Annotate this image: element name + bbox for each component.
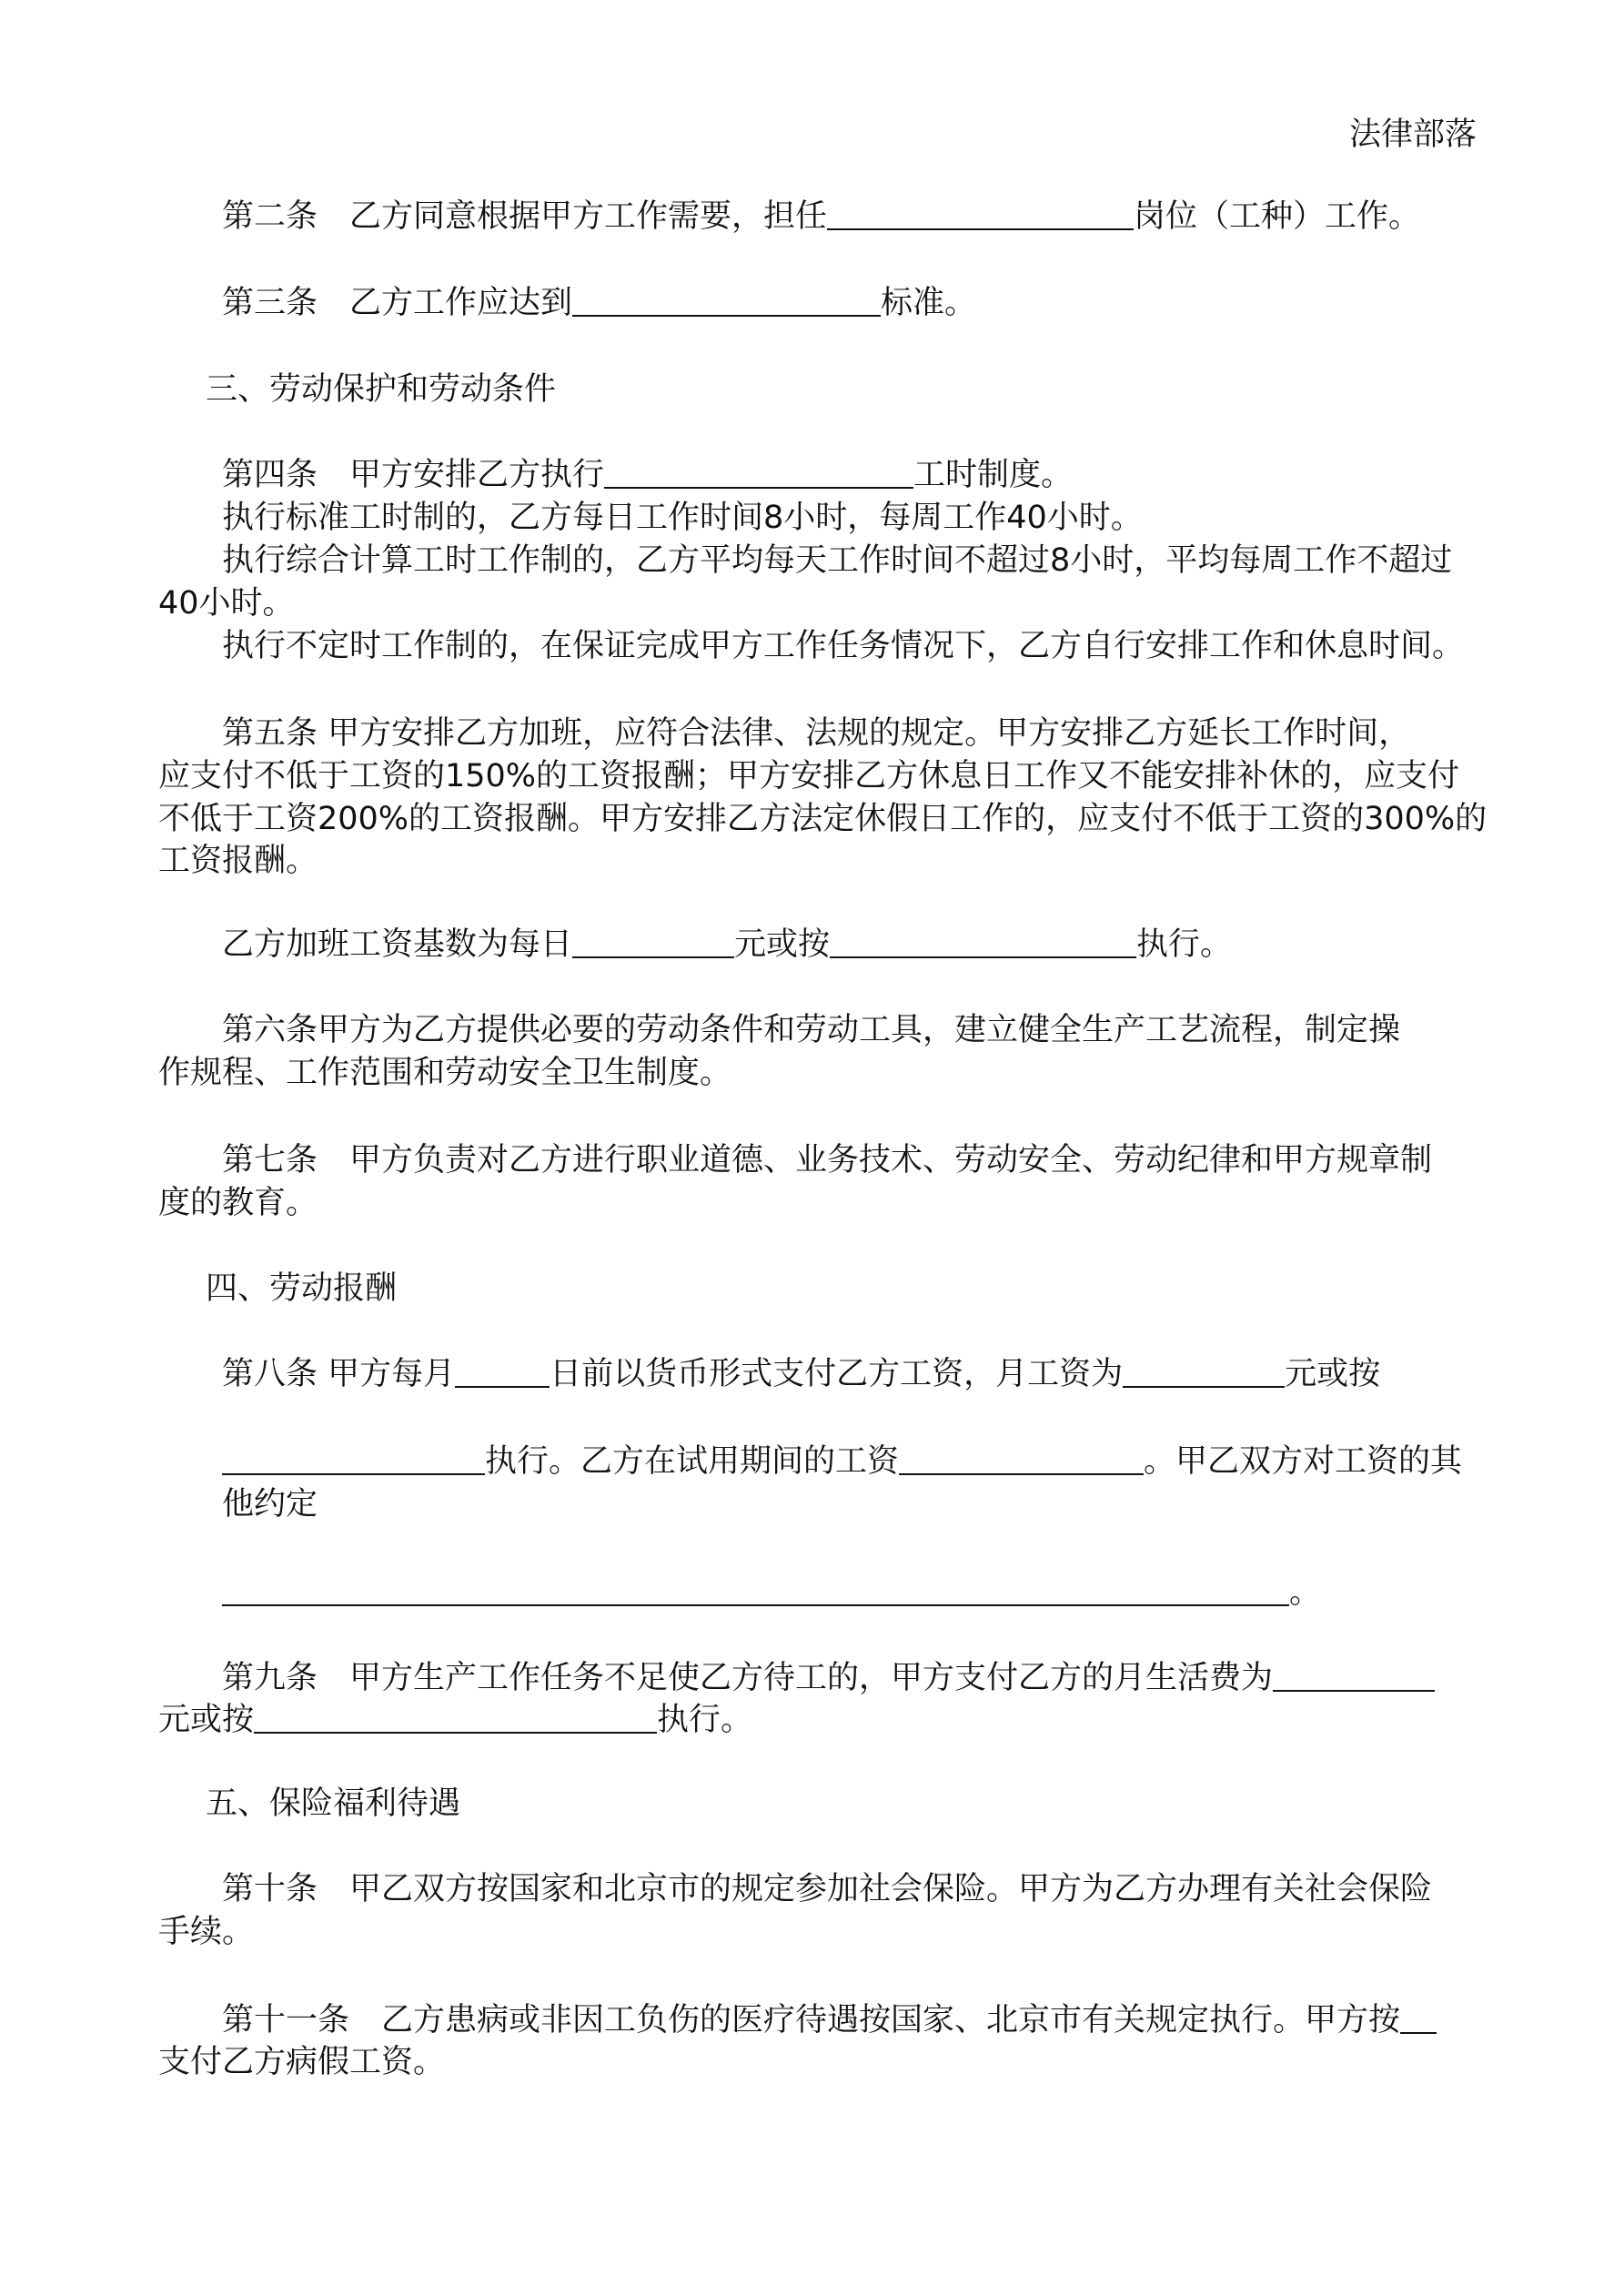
text: 执行。	[1136, 926, 1233, 963]
article-4-line: 执行综合计算工时工作制的，乙方平均每天工作时间不超过8小时，平均每周工作不超过	[222, 542, 1453, 579]
article-3	[222, 281, 976, 325]
article-5-line: 应支付不低于工资的150%的工资报酬；甲方安排乙方休息日工作又不能安排补休的，应支付	[158, 758, 1460, 794]
article-5-line: 不低于工资200%的工资报酬。甲方安排乙方法定休假日工作的，应支付不低于工资的300%的	[158, 801, 1488, 837]
article-7-line: 度的教育。	[158, 1185, 318, 1221]
article-4-line: 执行标准工时制的，乙方每日工作时间8小时，每周工作40小时。	[222, 500, 1143, 536]
blank-field-pay-day[interactable]	[455, 1353, 550, 1388]
text: 第九条 甲方生产工作任务不足使乙方待工的，甲方支付乙方的月生活费为	[222, 1660, 1274, 1696]
text: 第四条 甲方安排乙方执行	[222, 457, 605, 493]
text: 执行。	[657, 1702, 753, 1738]
text: 标准。	[881, 285, 977, 321]
text: 。甲乙双方对工资的其	[1144, 1443, 1463, 1480]
blank-field-sick-pay[interactable]	[1400, 1999, 1437, 2034]
blank-field-overtime-basis[interactable]	[830, 924, 1136, 958]
blank-field-standard[interactable]	[572, 282, 881, 317]
text: 乙方加班工资基数为每日	[222, 926, 573, 963]
article-4-line: 执行不定时工作制的，在保证完成甲方工作任务情况下，乙方自行安排工作和休息时间。	[222, 628, 1465, 664]
blank-field-monthly-salary[interactable]	[1123, 1353, 1285, 1388]
blank-field-living-allowance[interactable]	[1273, 1657, 1435, 1692]
blank-field-other-agreement[interactable]	[222, 1572, 1289, 1606]
article-6-line: 作规程、工作范围和劳动安全卫生制度。	[158, 1055, 732, 1091]
article-5-line: 第五条 甲方安排乙方加班，应符合法律、法规的规定。甲方安排乙方延长工作时间，	[222, 715, 1411, 752]
article-8-line	[222, 1440, 1462, 1483]
blank-field-daily-base[interactable]	[572, 924, 734, 958]
article-9-line	[158, 1698, 752, 1742]
text: 执行。乙方在试用期间的工资	[485, 1443, 900, 1480]
article-11-line: 支付乙方病假工资。	[158, 2044, 446, 2080]
article-4	[222, 453, 1073, 497]
blank-field-position[interactable]	[827, 196, 1134, 230]
text: 第二条 乙方同意根据甲方工作需要，担任	[222, 198, 828, 235]
article-5-line: 工资报酬。	[158, 843, 318, 879]
text: 第八条 甲方每月	[222, 1356, 456, 1392]
text: 第三条 乙方工作应达到	[222, 285, 573, 321]
text: 元或按	[734, 926, 831, 963]
blank-field-salary-basis[interactable]	[222, 1441, 485, 1475]
article-11	[222, 1998, 1437, 2042]
text: 第十一条 乙方患病或非因工负伤的医疗待遇按国家、北京市有关规定执行。甲方按	[222, 2002, 1401, 2038]
article-4-line: 40小时。	[158, 585, 295, 622]
section-4-heading: 四、劳动报酬	[206, 1270, 398, 1307]
article-6-line: 第六条甲方为乙方提供必要的劳动条件和劳动工具，建立健全生产工艺流程，制定操	[222, 1012, 1401, 1048]
overtime-base	[222, 923, 1232, 966]
article-8-line: 他约定	[222, 1486, 318, 1522]
section-3-heading: 三、劳动保护和劳动条件	[206, 371, 557, 408]
text: 日前以货币形式支付乙方工资，月工资为	[550, 1356, 1124, 1392]
blank-field-work-hours[interactable]	[604, 454, 913, 489]
header-brand: 法律部落	[1348, 116, 1477, 153]
article-10-line: 手续。	[158, 1914, 255, 1950]
text: 。	[1289, 1574, 1322, 1611]
text: 岗位（工种）工作。	[1134, 198, 1421, 235]
blank-field-allowance-basis[interactable]	[254, 1699, 657, 1734]
article-9	[222, 1656, 1435, 1700]
article-8	[222, 1352, 1380, 1396]
article-2	[222, 195, 1420, 238]
text: 工时制度。	[913, 457, 1074, 493]
article-8-line	[222, 1571, 1321, 1614]
blank-field-probation-salary[interactable]	[899, 1441, 1144, 1475]
article-7-line: 第七条 甲方负责对乙方进行职业道德、业务技术、劳动安全、劳动纪律和甲方规章制	[222, 1142, 1433, 1178]
article-10-line: 第十条 甲乙双方按国家和北京市的规定参加社会保险。甲方为乙方办理有关社会保险	[222, 1871, 1433, 1907]
section-5-heading: 五、保险福利待遇	[206, 1785, 461, 1822]
text: 元或按	[1285, 1356, 1381, 1392]
text: 元或按	[158, 1702, 255, 1738]
